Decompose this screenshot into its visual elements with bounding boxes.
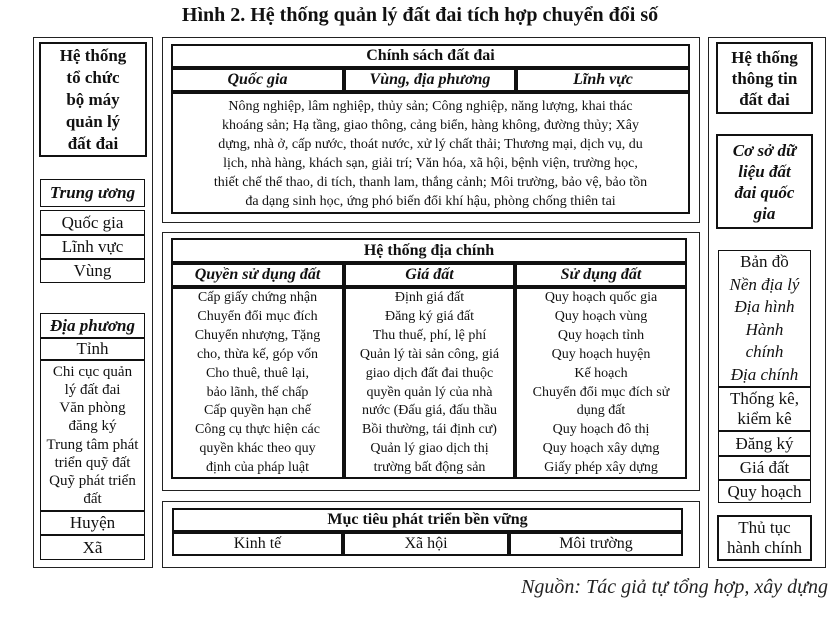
province-unit-line: đăng ký [68,418,117,435]
list-item: Giấy phép xây dựng [544,460,658,476]
planning-box: Quy hoạch [718,480,811,503]
list-item: Quy hoạch vùng [554,308,648,324]
list-item: Chuyển đổi mục đích sử [532,384,670,400]
list-item: quyền quản lý của nhà [366,384,493,400]
sustainable-economy: Kinh tế [172,532,343,556]
database-line: gia [753,203,776,223]
policy-line: đa dạng sinh học, ứng phó biến đổi khí hậu, phòng chống thiên tai [245,194,616,209]
database-line: Cơ sở dữ [732,140,797,160]
list-item: Quy hoạch tỉnh [557,327,645,343]
list-item: bảo lãnh, thế chấp [206,384,309,400]
policy-line: Nông nghiệp, lâm nghiệp, thủy sản; Công nghiệp, năng lượng, khai thác [228,99,633,114]
map-type: Địa hình [734,297,795,316]
policy-sectors-text [171,92,690,214]
stats-line: Thống kê, [730,389,799,408]
list-item: quyền khác theo quy [199,441,316,457]
province-unit-line: Chi cục quản [52,363,133,380]
procedure-line: Thủ tục [738,518,791,537]
administrative-procedure-box [717,515,812,561]
org-line: bộ máy [66,89,120,109]
land-info-system-header [716,42,813,114]
source-note: Nguồn: Tác giả tự tổng hợp, xây dựng [521,576,828,598]
procedure-line: hành chính [726,538,803,557]
info-line: đất đai [739,89,790,109]
national-land-database [716,134,813,229]
province-unit-line: Văn phòng [59,400,126,417]
org-system-header [39,42,147,157]
map-type: chính [745,342,784,361]
commune-label: Xã [40,535,145,560]
map-type: Hành [745,319,784,339]
list-item: Quản lý giao dịch thị [370,441,489,457]
province-label: Tỉnh [40,338,145,360]
policy-col-regional: Vùng, địa phương [344,68,516,92]
land-use-list [515,287,687,479]
list-item: Thu thuế, phí, lệ phí [372,327,487,343]
org-line: quản lý [65,111,121,131]
policy-line: thiết chế thể thao, di tích, thanh lam, thắng cảnh; Môi trường, bảo vệ, bảo tồn [213,175,648,190]
list-item: Cấp quyền hạn chế [204,403,311,419]
central-level-label: Trung ương [40,179,145,207]
province-unit-line: đất [83,491,102,508]
list-item: Định giá đất [394,290,465,305]
cadastral-col-land-use-rights: Quyền sử dụng đất [171,263,344,287]
list-item: Chuyển đổi mục đích [197,308,318,324]
info-line: Hệ thống [731,47,798,67]
cadastral-title: Hệ thống địa chính [171,238,687,263]
list-item: Quy hoạch xây dựng [542,441,660,457]
sustainable-title: Mục tiêu phát triển bền vững [172,508,683,532]
list-item: Công cụ thực hiện các [195,422,320,438]
org-line: Hệ thống [59,45,127,65]
list-item: Kế hoạch [574,365,628,381]
list-item: Bồi thường, tái định cư) [362,422,497,438]
list-item: Chuyển nhượng, Tặng [194,327,321,343]
policy-line: dựng, nhà ở, cấp nước, thoát nước, xử lý chất thải; Thương mại, dịch vụ, du [218,137,643,152]
policy-line: lịch, nhà hàng, khách sạn, giải trí; Văn hóa, xã hội, bệnh viện, trường học, [223,156,638,171]
cadastral-col-land-price: Giá đất [344,263,515,287]
land-price-box: Giá đất [718,456,811,480]
list-item: cho, thừa kế, góp vốn [196,346,319,362]
policy-col-sector: Lĩnh vực [516,68,690,92]
registration-box: Đăng ký [718,431,811,456]
district-label: Huyện [40,511,145,535]
info-line: thông tin [731,68,798,88]
sustainable-environment: Môi trường [509,532,683,556]
list-item: giao dịch đất đai thuộc [365,365,494,381]
database-line: liệu đất [738,161,791,181]
local-level-label: Địa phương [40,313,145,338]
list-item: Quản lý tài sản công, giá [359,346,500,362]
map-label: Bản đồ [740,252,789,271]
statistics-inventory-box [718,387,811,431]
list-item: Đăng ký giá đất [384,308,475,324]
central-item-region: Vùng [40,259,145,283]
database-line: đai quốc [734,182,795,202]
list-item: Quy hoạch quốc gia [544,290,658,305]
province-unit-line: lý đất đai [64,381,121,398]
land-use-rights-list [171,287,344,479]
central-item-national: Quốc gia [40,210,145,235]
map-box [718,250,811,387]
stats-line: kiểm kê [737,409,792,428]
list-item: Quy hoạch huyện [551,346,651,362]
list-item: Quy hoạch đô thị [552,422,650,438]
central-item-sector: Lĩnh vực [40,235,145,259]
policy-line: khoáng sản; Hạ tầng, giao thông, cảng biển, hàng không, đường thủy; Xây [221,118,640,133]
province-unit-line: triển quỹ đất [54,454,131,471]
map-type: Nền địa lý [729,274,800,294]
sustainable-society: Xã hội [343,532,509,556]
figure-title: Hình 2. Hệ thống quản lý đất đai tích hợp chuyển đổi số [181,4,659,26]
list-item: dụng đất [576,403,626,419]
province-unit-line: Trung tâm phát [46,436,139,453]
land-price-list [344,287,515,479]
org-line: đất đai [67,133,119,153]
list-item: Cho thuê, thuê lại, [205,365,310,381]
list-item: nước (Đấu giá, đấu thầu [361,403,498,419]
policy-col-national: Quốc gia [171,68,344,92]
policy-title: Chính sách đất đai [171,44,690,68]
org-line: tổ chức [66,67,120,87]
list-item: định của pháp luật [205,460,310,476]
list-item: Cấp giấy chứng nhận [197,290,318,305]
cadastral-col-land-use: Sử dụng đất [515,263,687,287]
province-unit-line: Quỹ phát triển [49,472,136,489]
province-units [40,360,145,511]
map-type: Địa chính [730,364,799,384]
list-item: trường bất động sản [373,460,486,476]
